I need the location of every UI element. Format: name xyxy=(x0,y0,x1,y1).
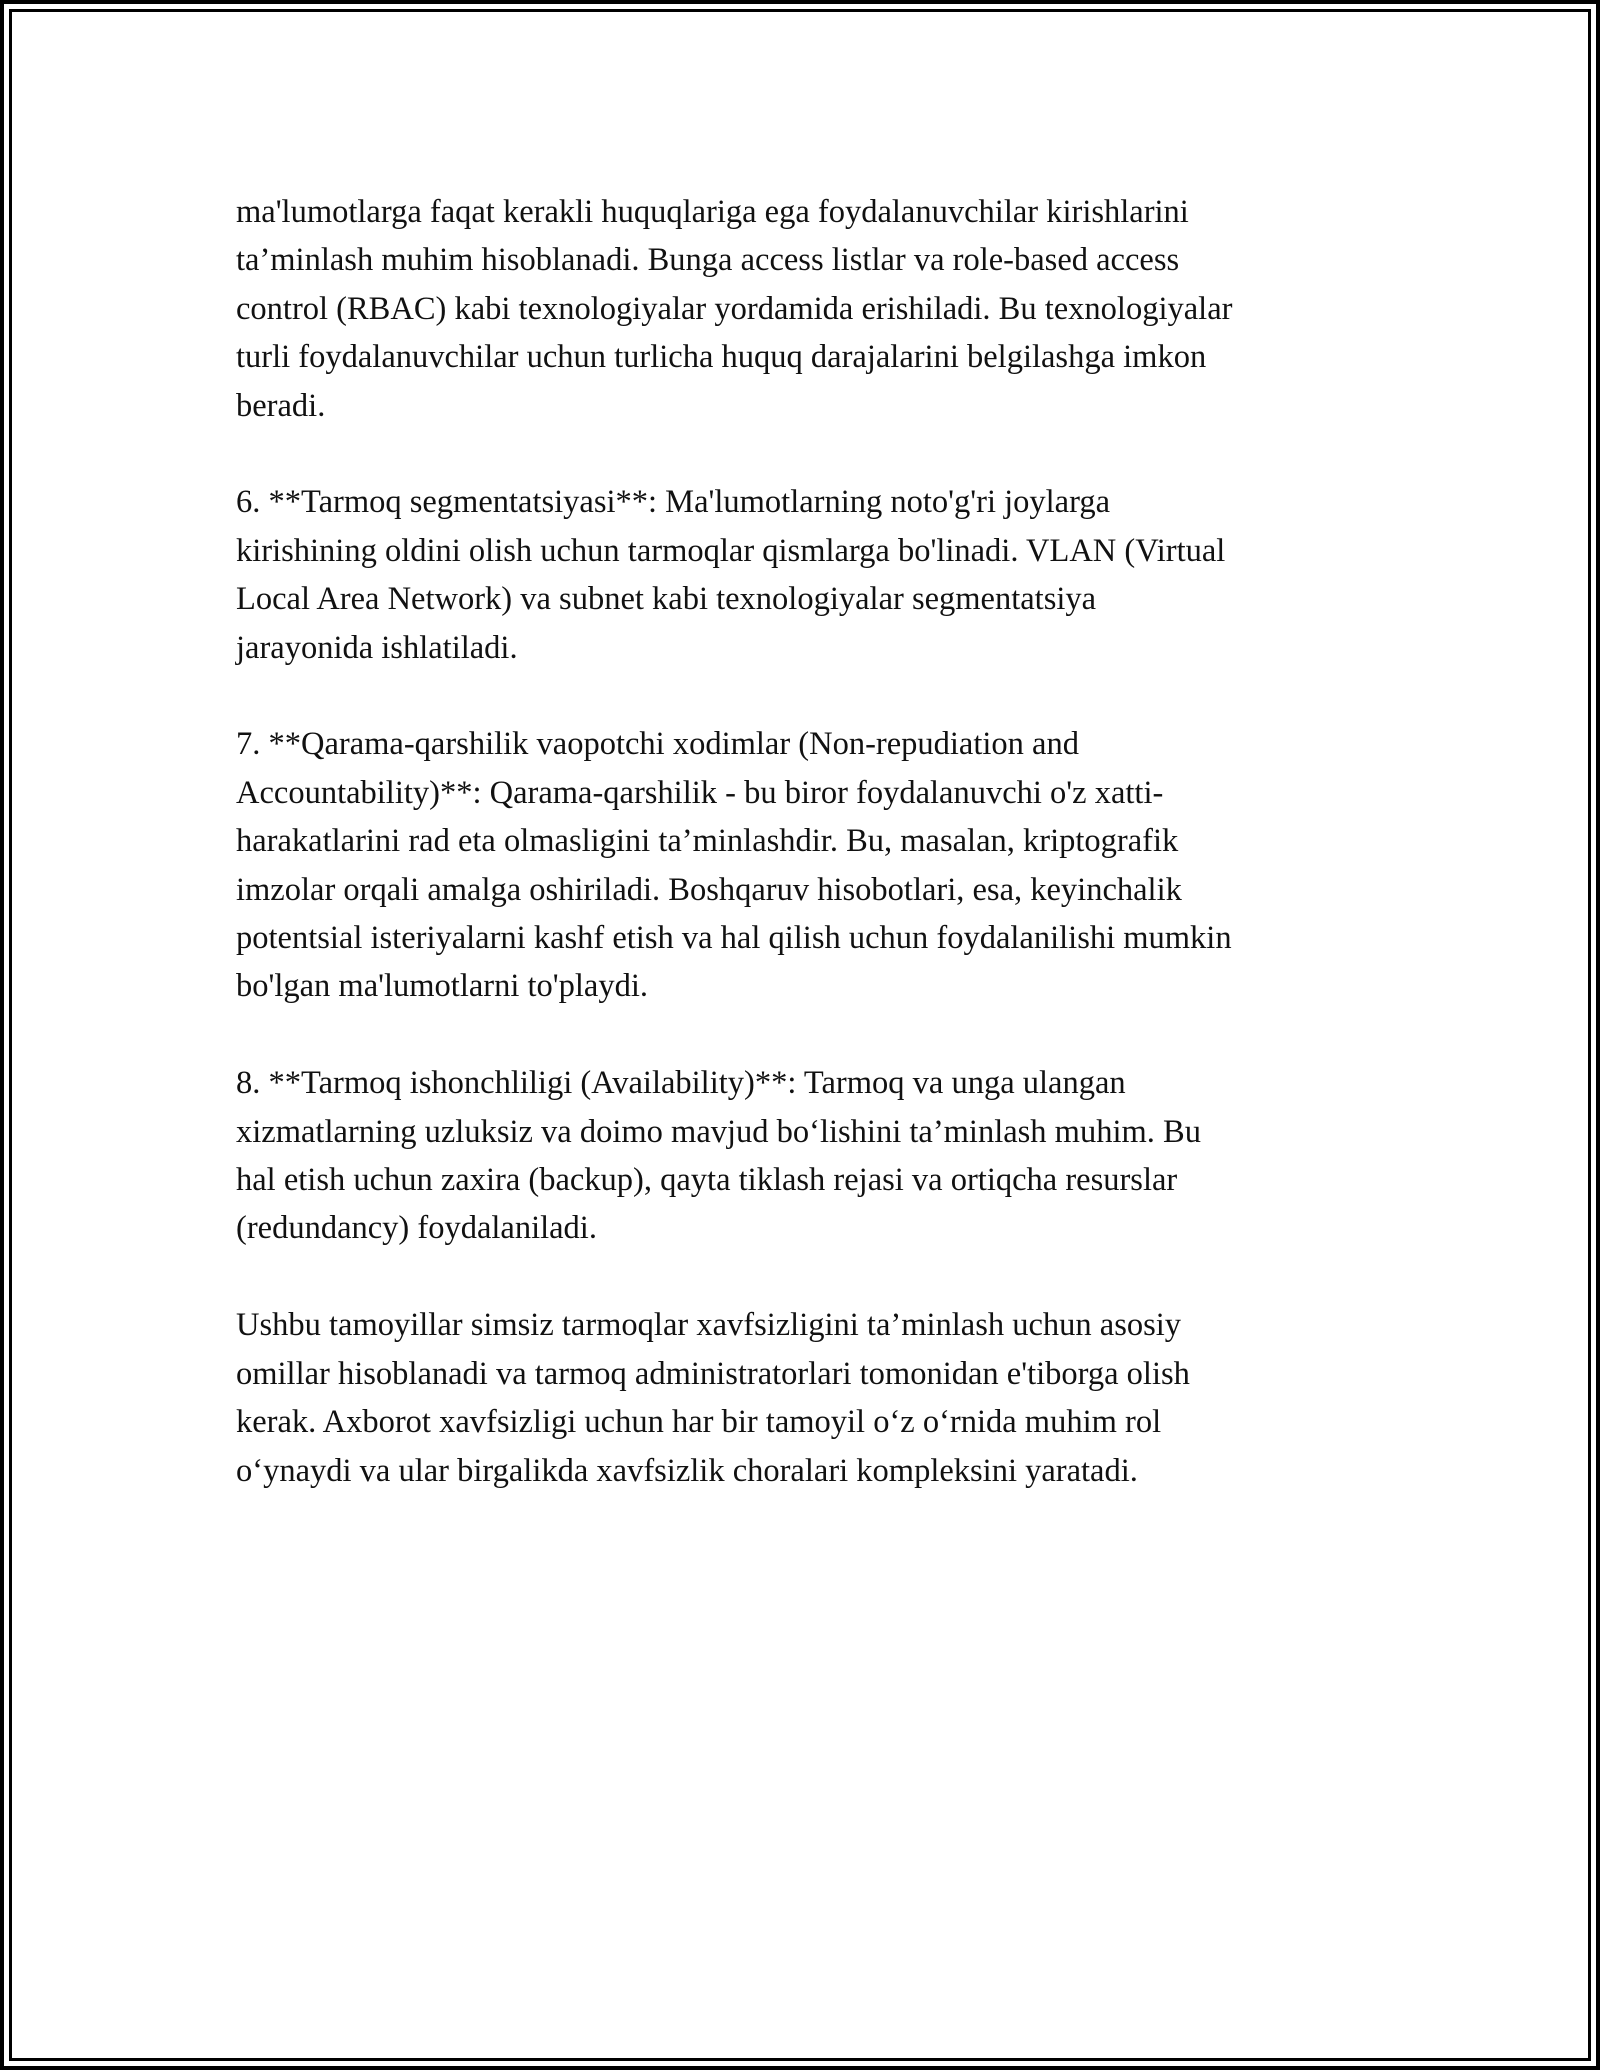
text-line: ta’minlash muhim hisoblanadi. Bunga access listlar va role-based access xyxy=(236,242,1180,279)
text-line: Ushbu tamoyillar simsiz tarmoqlar xavfsizligini ta’minlash uchun asosiy xyxy=(236,1307,1182,1344)
text-line: potentsial isteriyalarni kashf etish va hal qilish uchun foydalanilishi mumkin xyxy=(236,920,1232,957)
paragraph-conclusion xyxy=(236,1301,1396,1495)
text-line: ma'lumotlarga faqat kerakli huquqlariga ega foydalanuvchilar kirishlarini xyxy=(236,194,1189,230)
text-line: 7. **Qarama-qarshilik vaopotchi xodimlar (Non-repudiation and xyxy=(236,726,1079,763)
text-line: xizmatlarning uzluksiz va doimo mavjud bo‘lishini ta’minlash muhim. Bu xyxy=(236,1113,1201,1150)
document-body xyxy=(236,188,1396,1495)
text-line: (redundancy) foydalaniladi. xyxy=(236,1210,597,1247)
paragraph-non-repudiation xyxy=(236,720,1396,1010)
text-line: 6. **Tarmoq segmentatsiyasi**: Ma'lumotlarning noto'g'ri joylarga xyxy=(236,484,1110,521)
paragraph-network-segmentation xyxy=(236,478,1396,672)
text-line: 8. **Tarmoq ishonchliligi (Availability)**: Tarmoq va unga ulangan xyxy=(236,1065,1126,1102)
text-line: harakatlarini rad eta olmasligini ta’minlashdir. Bu, masalan, kriptografik xyxy=(236,823,1179,860)
text-line: Accountability)**: Qarama-qarshilik - bu biror foydalanuvchi o'z xatti- xyxy=(236,774,1164,811)
text-line: omillar hisoblanadi va tarmoq administratorlari tomonidan e'tiborga olish xyxy=(236,1355,1190,1392)
text-line: kerak. Axborot xavfsizligi uchun har bir tamoyil o‘z o‘rnida muhim rol xyxy=(236,1404,1162,1441)
text-line: kirishining oldini olish uchun tarmoqlar qismlarga bo'linadi. VLAN (Virtual xyxy=(236,532,1226,569)
paragraph-access-control xyxy=(236,188,1396,430)
text-line: hal etish uchun zaxira (backup), qayta tiklash rejasi va ortiqcha resurslar xyxy=(236,1162,1178,1199)
text-line: turli foydalanuvchilar uchun turlicha huquq darajalarini belgilashga imkon xyxy=(236,339,1207,376)
text-line: imzolar orqali amalga oshiriladi. Boshqaruv hisobotlari, esa, keyinchalik xyxy=(236,871,1182,908)
text-line: Local Area Network) va subnet kabi texnologiyalar segmentatsiya xyxy=(236,581,1097,618)
paragraph-availability xyxy=(236,1059,1396,1253)
text-line: control (RBAC) kabi texnologiyalar yordamida erishiladi. Bu texnologiyalar xyxy=(236,290,1233,327)
text-line: jarayonida ishlatiladi. xyxy=(236,629,518,666)
text-line: beradi. xyxy=(236,387,326,424)
text-line: o‘ynaydi va ular birgalikda xavfsizlik choralari kompleksini yaratadi. xyxy=(236,1452,1138,1489)
text-line: bo'lgan ma'lumotlarni to'playdi. xyxy=(236,968,649,1005)
